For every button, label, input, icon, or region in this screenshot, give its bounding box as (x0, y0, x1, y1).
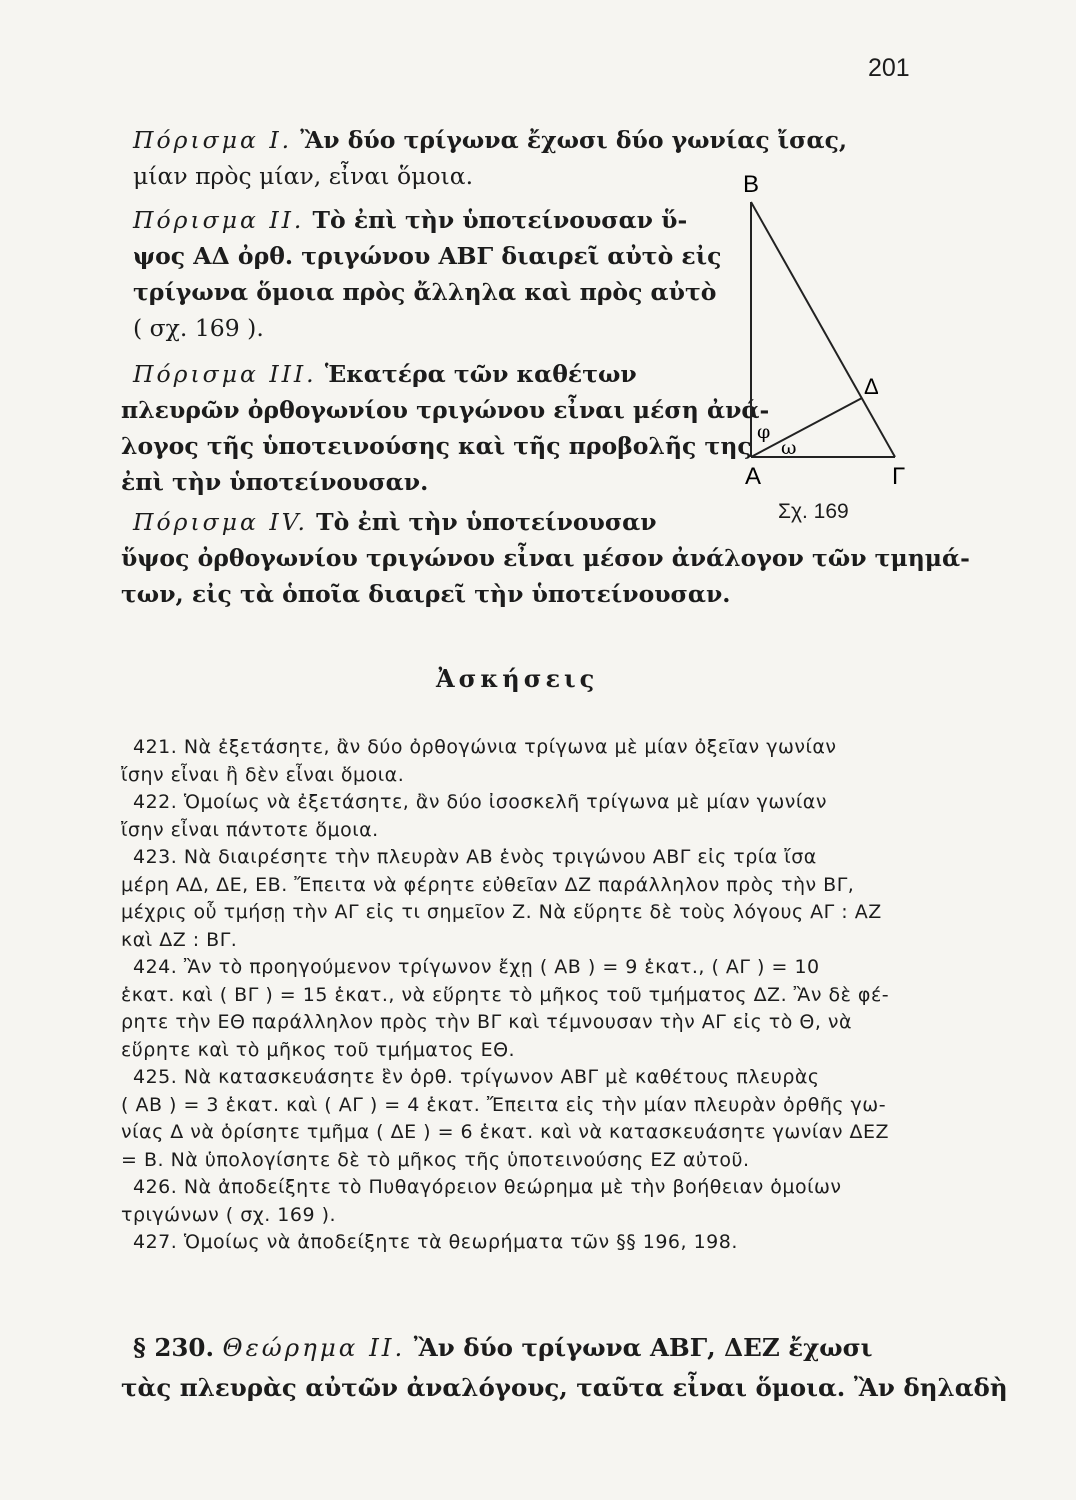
exercise-line: 421. Νὰ ἐξετάσητε, ἂν δύο ὀρθογώνια τρίγωνα μὲ μίαν ὀξεῖαν γωνίαν (133, 736, 837, 758)
porisma-3-line-4: ἐπὶ τὴν ὑποτείνουσαν. (121, 468, 429, 496)
porisma-3-label: Πόρισμα III. (133, 360, 317, 388)
theorem-label: Θεώρημα II. (222, 1333, 406, 1362)
porisma-2-line-1: Τὸ ἐπὶ τὴν ὑποτείνουσαν ὕ- (304, 206, 688, 234)
porisma-2-line-2: ψος ΑΔ ὀρθ. τριγώνου ΑΒΓ διαιρεῖ αὐτὸ εἰς (133, 242, 722, 270)
exercise-422 (121, 789, 889, 844)
theorem-section: § 230. (133, 1333, 215, 1362)
label-omega: ω (781, 437, 797, 459)
porisma-1-label: Πόρισμα I. (133, 126, 293, 154)
porisma-4-line-2: ὕψος ὀρθογωνίου τριγώνου εἶναι μέσον ἀνάλογον τῶν τμημά- (121, 544, 970, 572)
porisma-2 (133, 202, 721, 346)
exercise-424 (121, 954, 890, 1064)
exercise-line: εὕρητε καὶ τὸ μῆκος τοῦ τμήματος ΕΘ. (121, 1038, 516, 1061)
exercises-heading: Ἀσκήσεις (436, 664, 599, 693)
exercise-line: νίας Δ νὰ ὁρίσητε τμῆμα ( ΔΕ ) = 6 ἑκατ. καὶ νὰ κατασκευάσητε γωνίαν ΔΕΖ (121, 1121, 889, 1143)
porisma-2-line-3: τρίγωνα ὅμοια πρὸς ἄλληλα καὶ πρὸς αὐτὸ (133, 278, 717, 306)
porisma-4-label: Πόρισμα IV. (133, 508, 308, 536)
figure-169 (735, 172, 925, 492)
porisma-2-line-4: ( σχ. 169 ). (133, 314, 264, 342)
exercise-line: ( ΑΒ ) = 3 ἑκατ. καὶ ( ΑΓ ) = 4 ἑκατ. Ἔπειτα εἰς τὴν μίαν πλευρὰν ὀρθῆς γω- (121, 1093, 887, 1116)
exercise-line: 424. Ἂν τὸ προηγούμενον τρίγωνον ἔχῃ ( ΑΒ ) = 9 ἑκατ., ( ΑΓ ) = 10 (133, 956, 820, 978)
porisma-3-line-3: λογος τῆς ὑποτεινούσης καὶ τῆς προβολῆς της (121, 432, 752, 460)
porisma-4-line-3: των, εἰς τὰ ὁποῖα διαιρεῖ τὴν ὑποτείνουσαν. (121, 580, 731, 608)
exercise-425 (121, 1064, 889, 1174)
porisma-3-line-2: πλευρῶν ὀρθογωνίου τριγώνου εἶναι μέση ἀνά- (121, 396, 770, 424)
exercise-426 (121, 1174, 889, 1229)
exercise-line: μέρη ΑΔ, ΔΕ, ΕΒ. Ἔπειτα νὰ φέρητε εὐθεῖαν ΔΖ παράλληλον πρὸς τὴν ΒΓ, (121, 873, 855, 896)
theorem-230 (121, 1328, 1008, 1408)
exercise-line: τριγώνων ( σχ. 169 ). (121, 1203, 337, 1226)
exercise-427 (133, 1229, 889, 1257)
exercise-423 (121, 844, 889, 954)
exercise-line: ἴσην εἶναι ἢ δὲν εἶναι ὅμοια. (121, 763, 405, 786)
porisma-2-label: Πόρισμα II. (133, 206, 305, 234)
figure-caption: Σχ. 169 (778, 500, 849, 523)
exercise-line: ρητε τὴν ΕΘ παράλληλον πρὸς τὴν ΒΓ καὶ τέμνουσαν τὴν ΑΓ εἰς τὸ Θ, νὰ (121, 1011, 853, 1033)
label-D: Δ (864, 374, 879, 399)
porisma-1-line-1: Ἂν δύο τρίγωνα ἔχωσι δύο γωνίας ἴσας, (292, 126, 848, 154)
theorem-line-1: Ἂν δύο τρίγωνα ΑΒΓ, ΔΕΖ ἔχωσι (405, 1333, 873, 1362)
exercise-line: = Β. Νὰ ὑπολογίσητε δὲ τὸ μῆκος τῆς ὑποτεινούσης ΕΖ αὐτοῦ. (121, 1148, 750, 1171)
exercise-line: 425. Νὰ κατασκευάσητε ἓν ὀρθ. τρίγωνον ΑΒΓ μὲ καθέτους πλευρὰς (133, 1066, 820, 1088)
label-G: Γ (892, 463, 906, 490)
exercise-line: 426. Νὰ ἀποδείξητε τὸ Πυθαγόρειον θεώρημα μὲ τὴν βοήθειαν ὁμοίων (133, 1176, 842, 1198)
exercise-421 (121, 734, 889, 789)
porisma-3-line-1: Ἑκατέρα τῶν καθέτων (316, 360, 637, 388)
porisma-4-line-1: Τὸ ἐπὶ τὴν ὑποτείνουσαν (307, 508, 657, 536)
porisma-3 (121, 356, 770, 500)
exercise-line: μέχρις οὗ τμήσῃ τὴν ΑΓ εἰς τι σημεῖον Ζ. Νὰ εὕρητε δὲ τοὺς λόγους ΑΓ : ΑΖ (121, 901, 882, 923)
label-A: Α (745, 463, 762, 490)
exercise-line: 427. Ὁμοίως νὰ ἀποδείξητε τὰ θεωρήματα τῶν §§ 196, 198. (133, 1231, 738, 1253)
page-number: 201 (868, 54, 910, 82)
label-phi: φ (757, 421, 771, 443)
porisma-1-line-2: μίαν πρὸς μίαν, εἶναι ὅμοια. (133, 162, 474, 190)
exercise-line: 422. Ὁμοίως νὰ ἐξετάσητε, ἂν δύο ἰσοσκελῆ τρίγωνα μὲ μίαν γωνίαν (133, 791, 827, 813)
exercise-line: ἴσην εἶναι πάντοτε ὅμοια. (121, 818, 379, 841)
exercises-list (121, 734, 890, 1257)
theorem-line-2: τὰς πλευρὰς αὐτῶν ἀναλόγους, ταῦτα εἶναι ὅμοια. Ἂν δηλαδὴ (121, 1373, 1008, 1402)
label-B: Β (743, 172, 760, 198)
exercise-line: καὶ ΔΖ : ΒΓ. (121, 928, 238, 951)
exercise-line: 423. Νὰ διαιρέσητε τὴν πλευρὰν ΑΒ ἑνὸς τριγώνου ΑΒΓ εἰς τρία ἴσα (133, 846, 817, 868)
exercise-line: ἑκατ. καὶ ( ΒΓ ) = 15 ἑκατ., νὰ εὕρητε τὸ μῆκος τοῦ τμήματος ΔΖ. Ἂν δὲ φέ- (121, 983, 890, 1006)
